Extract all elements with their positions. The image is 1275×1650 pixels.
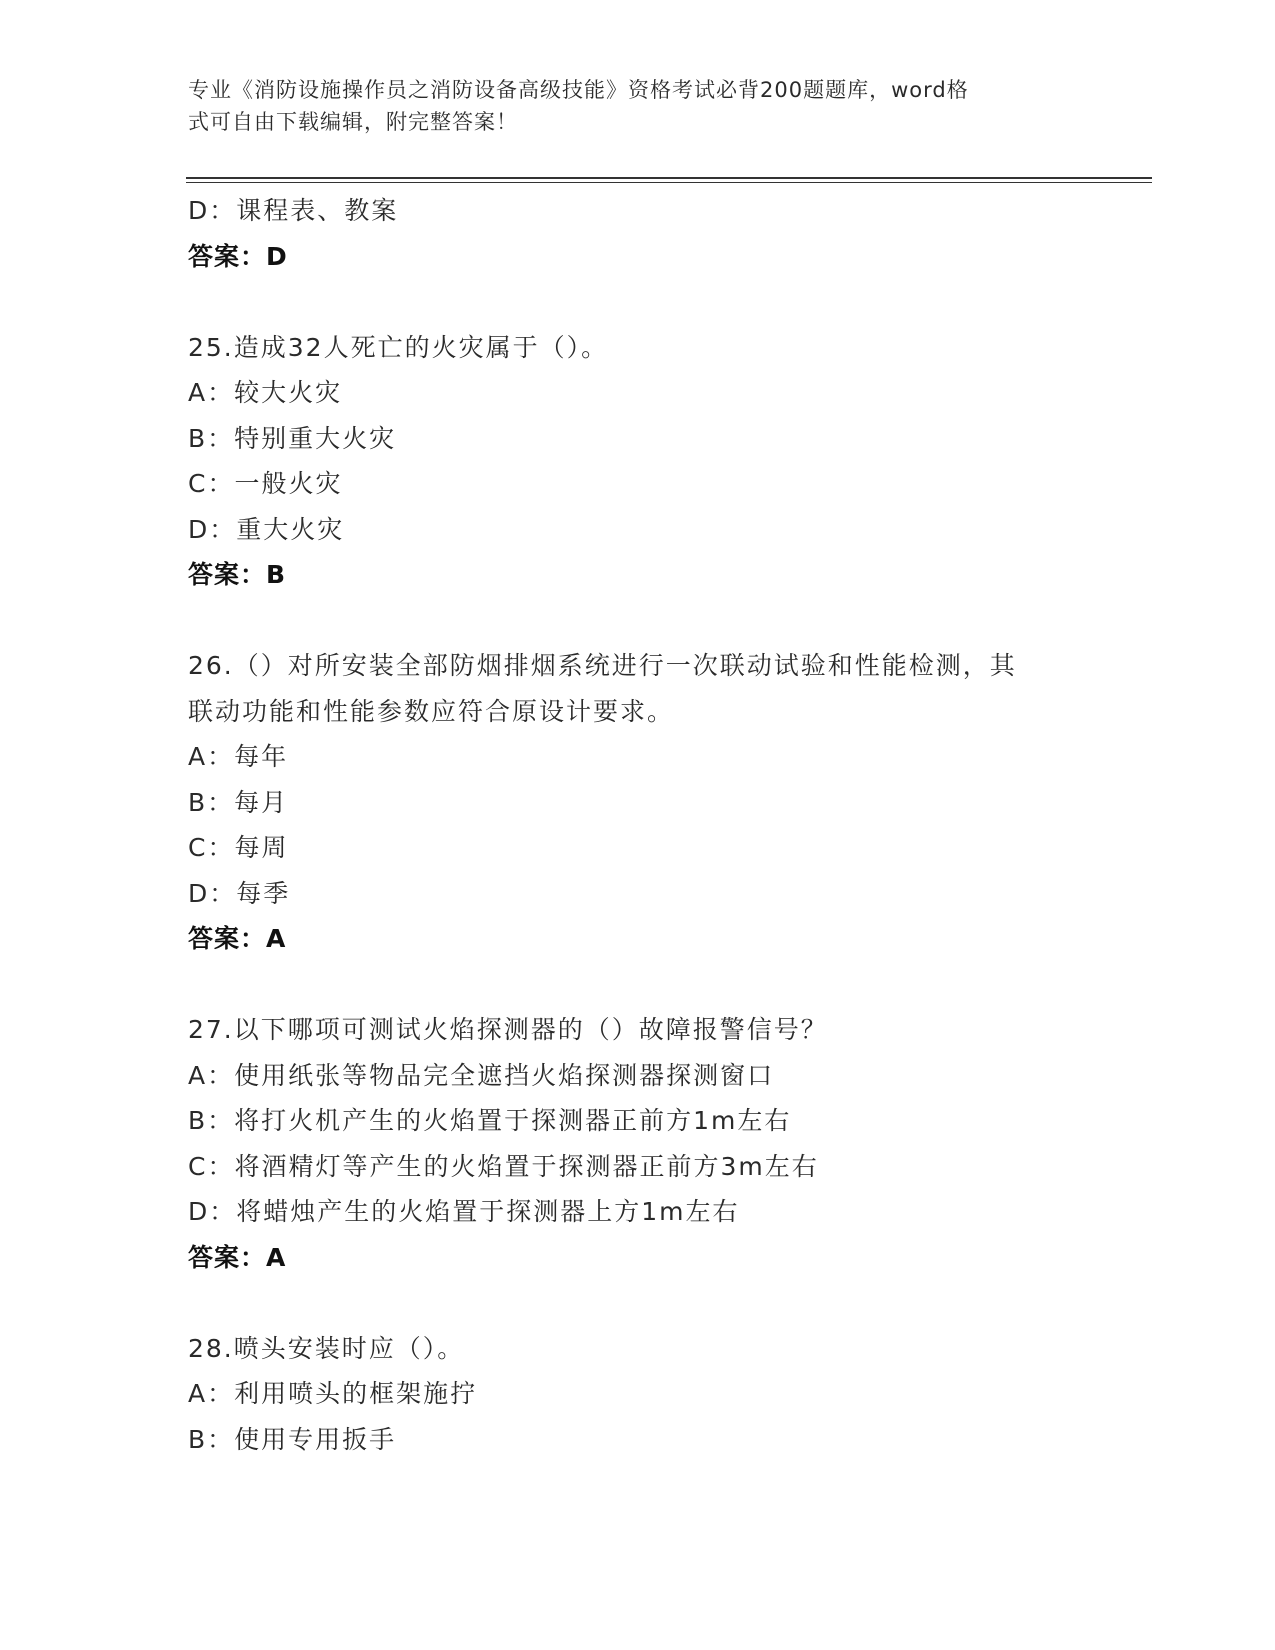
option-a: A：使用纸张等物品完全遮挡火焰探测器探测窗口 <box>188 1060 775 1090</box>
question-stem: 25.造成32人死亡的火灾属于（）。 <box>188 332 609 362</box>
document-header <box>188 74 1088 138</box>
option-d: D：将蜡烛产生的火焰置于探测器上方1m左右 <box>188 1197 740 1226</box>
option-a: A：每年 <box>188 742 289 771</box>
header-title-line-2: 式可自由下载编辑，附完整答案！ <box>188 110 518 134</box>
option-b: B：每月 <box>188 787 289 817</box>
question-answer: 答案：A <box>188 1242 287 1272</box>
spacer <box>188 598 1088 644</box>
option-d: D：每季 <box>188 878 291 908</box>
question-list <box>188 188 1088 1462</box>
question-stem-line-2: 联动功能和性能参数应符合原设计要求。 <box>188 696 675 726</box>
option-d: D：重大火灾 <box>188 514 345 544</box>
option-c: C：一般火灾 <box>188 469 343 498</box>
spacer <box>188 1280 1088 1326</box>
option-b: B：特别重大火灾 <box>188 423 397 453</box>
prev-answer: 答案：D <box>188 241 288 271</box>
option-c: C：将酒精灯等产生的火焰置于探测器正前方3m左右 <box>188 1151 819 1181</box>
question-25 <box>188 325 1088 598</box>
option-b: B：将打火机产生的火焰置于探测器正前方1m左右 <box>188 1106 792 1135</box>
spacer <box>188 962 1088 1008</box>
question-stem: 27.以下哪项可测试火焰探测器的（）故障报警信号？ <box>188 1015 828 1044</box>
header-title-line-1: 专业《消防设施操作员之消防设备高级技能》资格考试必背200题题库，word格 <box>188 78 969 102</box>
question-27 <box>188 1007 1088 1280</box>
option-c: C：每周 <box>188 833 289 862</box>
question-answer: 答案：A <box>188 924 287 953</box>
question-answer: 答案：B <box>188 560 287 589</box>
option-a: A：利用喷头的框架施拧 <box>188 1379 478 1408</box>
question-28 <box>188 1326 1088 1463</box>
prev-option-d: D：课程表、教案 <box>188 196 399 225</box>
question-stem: 28.喷头安装时应（）。 <box>188 1333 465 1363</box>
header-divider-thick <box>186 177 1152 179</box>
question-stem-line-1: 26.（）对所安装全部防烟排烟系统进行一次联动试验和性能检测，其 <box>188 651 1017 680</box>
spacer <box>188 279 1088 325</box>
option-b: B：使用专用扳手 <box>188 1424 397 1454</box>
header-divider-thin <box>186 182 1152 183</box>
option-a: A：较大火灾 <box>188 378 343 407</box>
question-26 <box>188 643 1088 962</box>
